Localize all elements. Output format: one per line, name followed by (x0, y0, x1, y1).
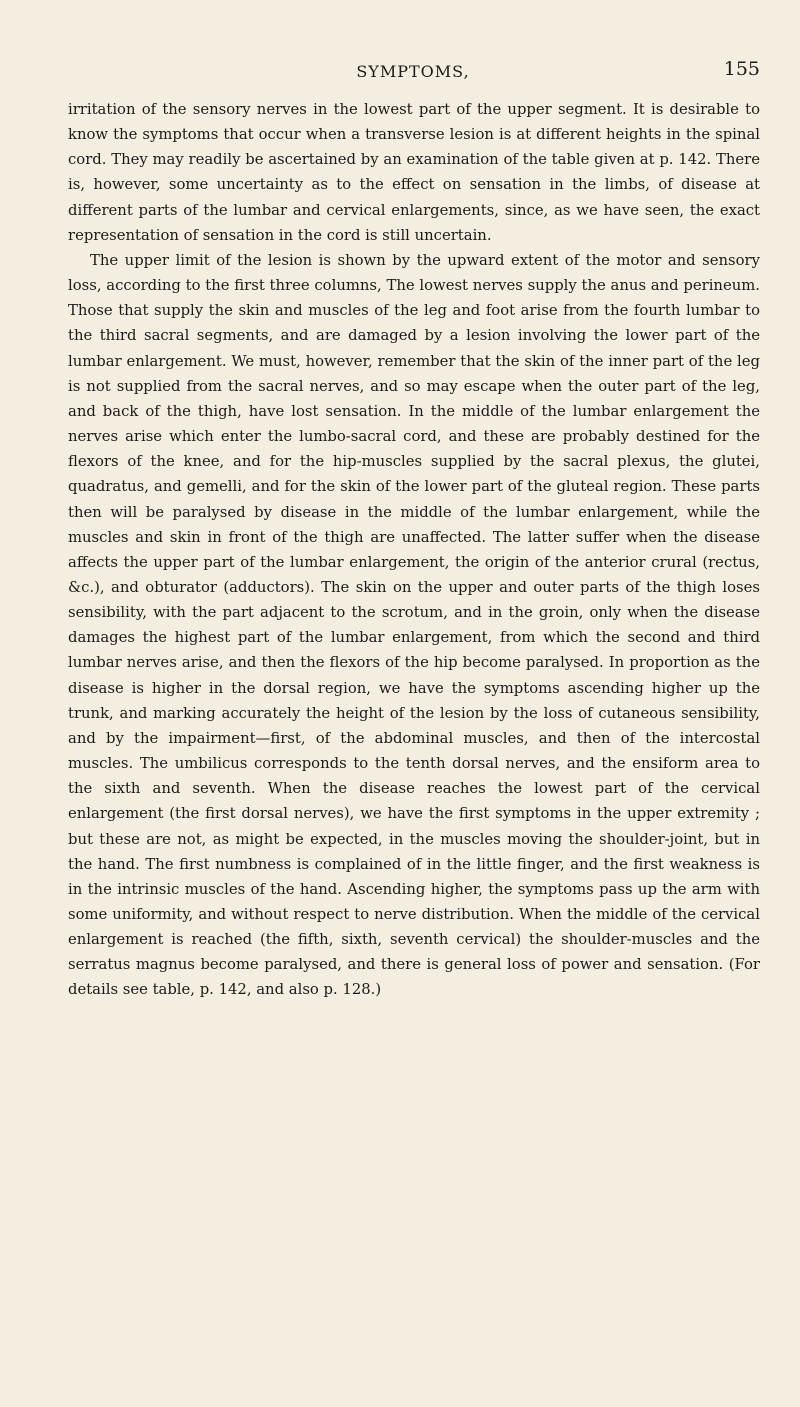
body-text (68, 97, 760, 1003)
page-number: 155 (723, 58, 760, 80)
paragraph-lesion-limit: The upper limit of the lesion is shown by the upward extent of the motor and sensory loss, according to the first three columns, The lowest nerves supply the anus and perineum. Those that supply the skin and muscles of the leg and foot arise from the fourth lumbar to the third sacral segments, and are damaged by a lesion involving the lower part of the lumbar enlargement. We must, however, remember that the skin of the inner part of the leg is not supplied from the sacral nerves, and so may escape when the outer part of the leg, and back of the thigh, have lost sensation. In the middle of the lumbar enlargement the nerves arise which enter the lumbo-sacral cord, and these are probably destined for the flexors of the knee, and for the hip-muscles supplied by the sacral plexus, the glutei, quadratus, and gemelli, and for the skin of the lower part of the gluteal region. These parts then will be paralysed by disease in the middle of the lumbar enlargement, while the muscles and skin in front of the thigh are unaffected. The latter suffer when the disease affects the upper part of the lumbar enlargement, the origin of the anterior crural (rectus, &c.), and obturator (adductors). The skin on the upper and outer parts of the thigh loses sensibility, with the part adjacent to the scrotum, and in the groin, only when the disease damages the highest part of the lumbar enlargement, from which the second and third lumbar nerves arise, and then the flexors of the hip become paralysed. In proportion as the disease is higher in the dorsal region, we have the symptoms ascending higher up the trunk, and marking accurately the height of the lesion by the loss of cutaneous sensibility, and by the impairment—first, of the abdominal muscles, and then of the intercostal muscles. The umbilicus corresponds to the tenth dorsal nerves, and the ensiform area to the sixth and seventh. When the disease reaches the lowest part of the cervical enlargement (the first dorsal nerves), we have the first symptoms in the upper extremity ; but these are not, as might be expected, in the muscles moving the shoulder-joint, but in the hand. The first numbness is complained of in the little finger, and the first weakness is in the intrinsic muscles of the hand. Ascending higher, the symptoms pass up the arm with some uniformity, and without respect to nerve distribution. When the middle of the cervical enlargement is reached (the fifth, sixth, seventh cervical) the shoulder-muscles and the serratus magnus become paralysed, and there is general loss of power and sensation. (For details see table, p. 142, and also p. 128.) (68, 251, 760, 999)
paragraph-continuation: irritation of the sensory nerves in the lowest part of the upper segment. It is desirable to know the symptoms that occur when a transverse lesion is at different heights in the spinal cord. They may readily be ascertained by an examination of the table given at p. 142. There is, however, some uncertainty as to the effect on sensation in the limbs, of disease at different parts of the lumbar and cervical enlargements, since, as we have seen, the exact representation of sensation in the cord is still uncertain. (68, 101, 760, 244)
running-title: SYMPTOMS, (356, 62, 470, 81)
running-head (66, 58, 760, 88)
